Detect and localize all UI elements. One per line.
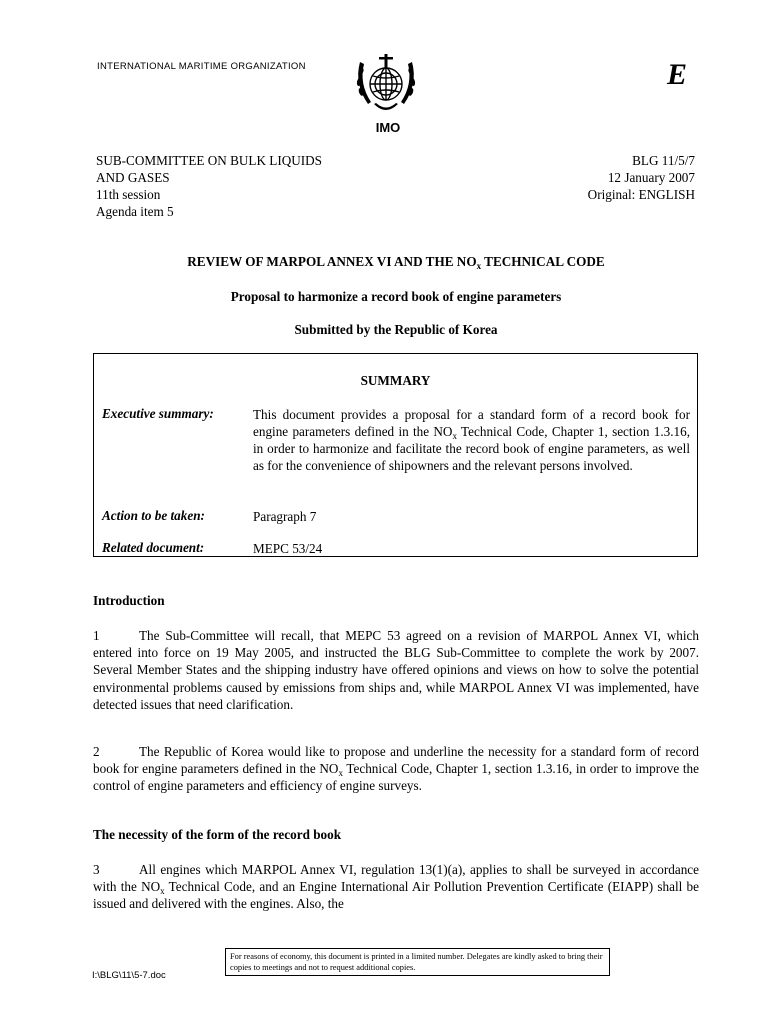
committee-line: AND GASES <box>96 170 170 185</box>
action-value: Paragraph 7 <box>253 509 317 524</box>
executive-summary-label: Executive summary: <box>102 406 214 421</box>
introduction-heading: Introduction <box>93 593 165 608</box>
document-symbol: BLG 11/5/7 <box>632 153 695 168</box>
paragraph-3: 3 All engines which MARPOL Annex VI, regulation 13(1)(a), applies to shall be surveyed in accordance with the $NO_x$ Technical Code, and an Engine International Air Pollution Prevention Certificate (EIAPP) shall be issued and delivered with the engines. Also, the <box>93 862 699 912</box>
paragraph-number: 3 <box>93 862 100 877</box>
necessity-heading: The necessity of the form of the record book <box>93 827 342 842</box>
paragraph-1: 1 The Sub-Committee will recall, that MEPC 53 agreed on a revision of MARPOL Annex VI, which entered into force on 19 May 2005, and instructed the BLG Sub-Committee to complete the work by 2007. Several Member States and the shipping industry have offered opinions and views on how to solve the potential environmental problems caused by emissions from ships and, while MARPOL Annex VI was implemented, have detected issues that need clarification. <box>93 628 699 712</box>
related-document-value: MEPC 53/24 <box>253 541 323 556</box>
document-path: I:\BLG\11\5-7.doc <box>92 970 166 981</box>
action-label: Action to be taken: <box>102 508 205 523</box>
agenda-line: Agenda item 5 <box>96 204 174 219</box>
summary-heading: SUMMARY <box>360 373 431 388</box>
committee-info <box>96 152 322 220</box>
paragraph-number: 2 <box>93 744 100 759</box>
imo-emblem-icon <box>346 52 426 122</box>
document-original: Original: ENGLISH <box>587 187 695 202</box>
executive-summary-text: This document provides a proposal for a standard form of a record book for engine parameters defined in the $NO_x$ Technical Code, Chapter 1, section 1.3.16, in order to harmonize and facilitate the record book of engine parameters, as well as for the convenience of shipowners and the relevant persons involved. <box>253 407 690 473</box>
session-line: 11th session <box>96 187 161 202</box>
document-subtitle: Proposal to harmonize a record book of engine parameters <box>230 289 562 304</box>
document-info <box>588 152 695 203</box>
paragraph-2: 2 The Republic of Korea would like to propose and underline the necessity for a standard form of record book for engine parameters defined in the $NO_x$ Technical Code, Chapter 1, section 1.3.16, in order to improve the control of engine parameters and efficiency of engine surveys. <box>93 744 699 794</box>
imo-label: IMO <box>375 120 401 135</box>
paragraph-number: 1 <box>93 628 100 643</box>
document-title: REVIEW OF MARPOL ANNEX VI AND THE $NO_x$ TECHNICAL CODE <box>187 254 605 271</box>
committee-line: SUB-COMMITTEE ON BULK LIQUIDS <box>96 153 323 168</box>
organization-name: INTERNATIONAL MARITIME ORGANIZATION <box>97 61 306 72</box>
language-code: E <box>667 58 688 91</box>
document-date: 12 January 2007 <box>607 170 695 185</box>
submitted-by: Submitted by the Republic of Korea <box>294 322 498 337</box>
related-document-label: Related document: <box>102 540 205 555</box>
printing-notice: For reasons of economy, this document is printed in a limited number. Delegates are kindly asked to bring their copies to meetings and not to request additional copies. <box>225 948 610 976</box>
